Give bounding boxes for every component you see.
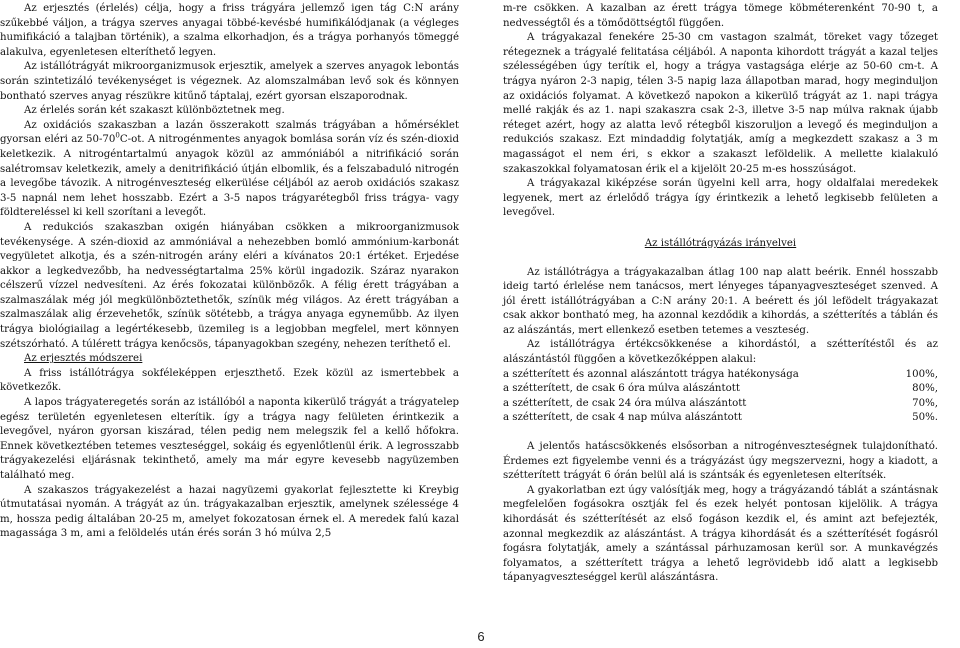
paragraph-stack-mass: m-re csökken. A kazalban az érett trágya tömege köbméterenként 70-90 t, a nedvességtől és a tömődöttségtől függően. bbox=[503, 3, 938, 29]
degree-superscript: 0 bbox=[115, 131, 120, 140]
paragraph-flat-spreading: A lapos trágyateregetés során az istállóból a naponta kikerülő trágyát a trágyatelep egész területén egyenletesen elterítik. így a trágya nagy felületen érintkezik a levegővel, nyáron gyorsan kiszárad, télen pedig nem melegszik fel a kellő hőfokra. Ennek következtében tetemes veszteséggel, sokáig és egyenlőtlenül érik. A legrosszabb trágyakezelési eljárásnak tekinthető, amely ma már egyre kevesebb nagyüzemben található meg. bbox=[0, 397, 459, 481]
paragraph-microorganisms: Az istállótrágyát mikroorganizmusok erjesztik, amelyek a szerves anyagok lebontás során szintetizáló tevékenységet is végeznek. Az alomszalmában levő sok és könnyen bontható szerves anyag részükre kitűnő táptalaj, ezért gyorsan elszaporodnak. bbox=[0, 61, 459, 102]
paragraph-reduction-phase: A redukciós szakaszban oxigén hiányában csökken a mikroorganizmusok tevékenysége. A szén-dioxid az ammóniával a nehezebben bomló ammónium-karbonát vegyületet alkotja, és a szén-nitrogén arány eléri a kívánatos 20:1 értéket. Erjedése akkor a legkedvezőbb, ha nedvességtartalma 25% körül ingadozik. Száraz nyarakon célszerű vízzel nedvesíteni. Az érés fokozatai különbözők. A félig érett trágyában a szalmaszálak még jól megkülönböztethetők, színük még világos. Az érett trágyában a szalmaszálak alig érzevehetők, színük sötétebb, a trágya anyaga egyneműbb. Az ilyen trágya biológiailag a legértékesebb, üzemileg is a legjobban megfelel, mert könnyen szétszórható. A túlérett trágya kenőcsös, tápanyagokban szegény, nehezen teríthető el. bbox=[0, 221, 459, 350]
left-column bbox=[0, 2, 459, 542]
paragraph-methods-intro: A friss istállótrágya sokféleképpen erjeszthető. Ezek közül az ismertebbek a következők. bbox=[0, 367, 459, 394]
efficiency-label: a szétterített, de csak 4 nap múlva alászántott bbox=[503, 412, 742, 424]
efficiency-list bbox=[503, 368, 938, 426]
list-item bbox=[503, 368, 938, 383]
paragraph-nitrogen-loss: A jelentős hatáscsökkenés elsősorban a nitrogénveszteségnek tulajdonítható. Érdemes ezt figyelembe venni és a trágyázást úgy megszervezni, hogy a kiadott, a szétterített trágyát 6 órán belül alá is szántsák és egyenletesen elterítsék. bbox=[503, 441, 938, 482]
efficiency-label: a szétterített, de csak 24 óra múlva alászántott bbox=[503, 397, 747, 409]
paragraph-stack-building: A trágyakazal fenekére 25-30 cm vastagon szalmát, töreket vagy tőzeget rétegeznek a trágyalé felitatása céljából. A naponta kihordott trágyát a kazal teljes szélességében úgy terítik el, hogy a trágya vastagsága elérje az 50-60 cm-t. A trágya nyáron 2-3 napig, télen 3-5 napig laza állapotban marad, hogy meginduljon az oxidációs folyamat. A következő napokon a kikerülő trágyát az 1. napi trágya mellé rakják és az 1. napi szakaszra csak 2-3, illetve 3-5 nap múlva raknak újabb réteget azért, hogy az alatta levő rétegből kiszoruljon a levegő és meginduljon a redukciós szakasz. Ezt mindaddig folytatják, amíg a megkezdett szakasz a 3 m magasságot el nem éri, s ekkor a szakaszt leföldelik. A mellette kialakuló szakaszokkal folyamatosan érik el a kijelölt 20-25 m-es hosszúságot. bbox=[503, 32, 938, 175]
efficiency-label: a szétterített és azonnal alászántott trágya hatékonysága bbox=[503, 368, 799, 380]
right-column bbox=[503, 2, 938, 586]
page-number: 6 bbox=[477, 629, 485, 644]
paragraph-practice: A gyakorlatban ezt úgy valósítják meg, hogy a trágyázandó táblát a szántásnak megfelelően fogásokra osztják fel és ezek helyét pontosan kijelölik. A trágya kihordását és szétterítését az első fogáson kezdik el, és amint azt befejezték, azonnal megkezdik az alászántást. A trágya kihordását és a szétterítését fogásról fogásra folytatják, amely a szántással párhuzamosan kerül sor. A munkavégzés folyamatos, a szétterített trágya a lehető legrövidebb idő alatt a legkisebb tápanyagveszteséggel kerül alászántásra. bbox=[503, 484, 938, 584]
oxidation-text-b: C-ot. A nitrogénmentes anyagok bomlása során víz és szén-dioxid keletkezik. A nitrogéntartalmú anyagok közül az ammóniából a nitrifikáció során salétromsav keletkezik, amely a denitrifikáció útján elbomlik, és a felszabaduló nitrogén a levegőbe távozik. A nitrogénveszteség elkerülése céljából az aerob oxidációs szakasz 3-5 napnál nem lehet hosszabb. Ezért a 3-5 napos trágyarétegből friss trágya- vagy földtereléssel ki kell szorítani a levegőt. bbox=[0, 134, 459, 219]
list-item bbox=[503, 397, 938, 412]
efficiency-value: 50%. bbox=[912, 412, 938, 424]
efficiency-value: 70%, bbox=[912, 397, 938, 409]
paragraph-maturation: Az istállótrágya a trágyakazalban átlag 100 nap alatt beérik. Ennél hosszabb ideig tartó érlelése nem tanácsos, mert lényeges tápanyagveszteséget szenved. A jól érett istállótrágyában a C:N arány 20:1. A beérett és jól lefödelt trágyakazat csak akkor bontható meg, ha azonnal kezdődik a kihordás, a szétterítés a táblán és az alászántás, mert ellenkező esetben tetemes a veszteség. bbox=[503, 266, 938, 336]
paragraph-value-loss: Az istállótrágya értékcsökkenése a kihordástól, a szétterítéstől és az alászántástól függően a következőképpen alakul: bbox=[503, 339, 938, 366]
paragraph-sectional-handling: A szakaszos trágyakezelést a hazai nagyüzemi gyakorlat fejlesztette ki Kreybig útmutatásai nyomán. A trágyát az ún. trágyakazalban erjesztik, amelynek szélessége 4 m, hossza pedig általában 20-25 m, amelyet fokozatosan érnek el. A meredek falú kazal magassága 3 m, ami a felöldelés után érés során 3 hó múlva 2,5 bbox=[0, 484, 459, 540]
paragraph-oxidation-phase bbox=[0, 119, 459, 221]
paragraph-two-phases: Az érlelés során két szakaszt különböztetnek meg. bbox=[24, 105, 285, 117]
section-heading-guidelines: Az istállótrágyázás irányelvei bbox=[644, 237, 797, 249]
paragraph-purpose: Az erjesztés (érlelés) célja, hogy a friss trágyára jellemző igen tág C:N arány szűkebbé váljon, a trágya szerves anyagai többé-kevésbé humifikálódjanak (a végleges humifikáció a talajban történik), a szalma elkorhadjon, és a trágya porhanyós tömeggé alakulva, egyenletesen elteríthető legyen. bbox=[0, 3, 459, 58]
efficiency-value: 80%, bbox=[912, 383, 938, 395]
list-item bbox=[503, 382, 938, 397]
oxidation-text-a: Az oxidációs szakaszban a lazán összerakott szalmás trágyában a hőmérséklet gyorsan eléri az 50-70 bbox=[0, 119, 459, 146]
section-heading-methods: Az erjesztés módszerei bbox=[24, 353, 143, 365]
paragraph-stack-walls: A trágyakazal kiképzése során ügyelni kell arra, hogy oldalfalai meredekek legyenek, mert az érlelődő trágya így érintkezik a lehető legkisebb felületen a levegővel. bbox=[503, 178, 938, 219]
efficiency-label: a szétterített, de csak 6 óra múlva alászántott bbox=[503, 383, 740, 395]
efficiency-value: 100%, bbox=[905, 368, 938, 380]
list-item bbox=[503, 411, 938, 426]
